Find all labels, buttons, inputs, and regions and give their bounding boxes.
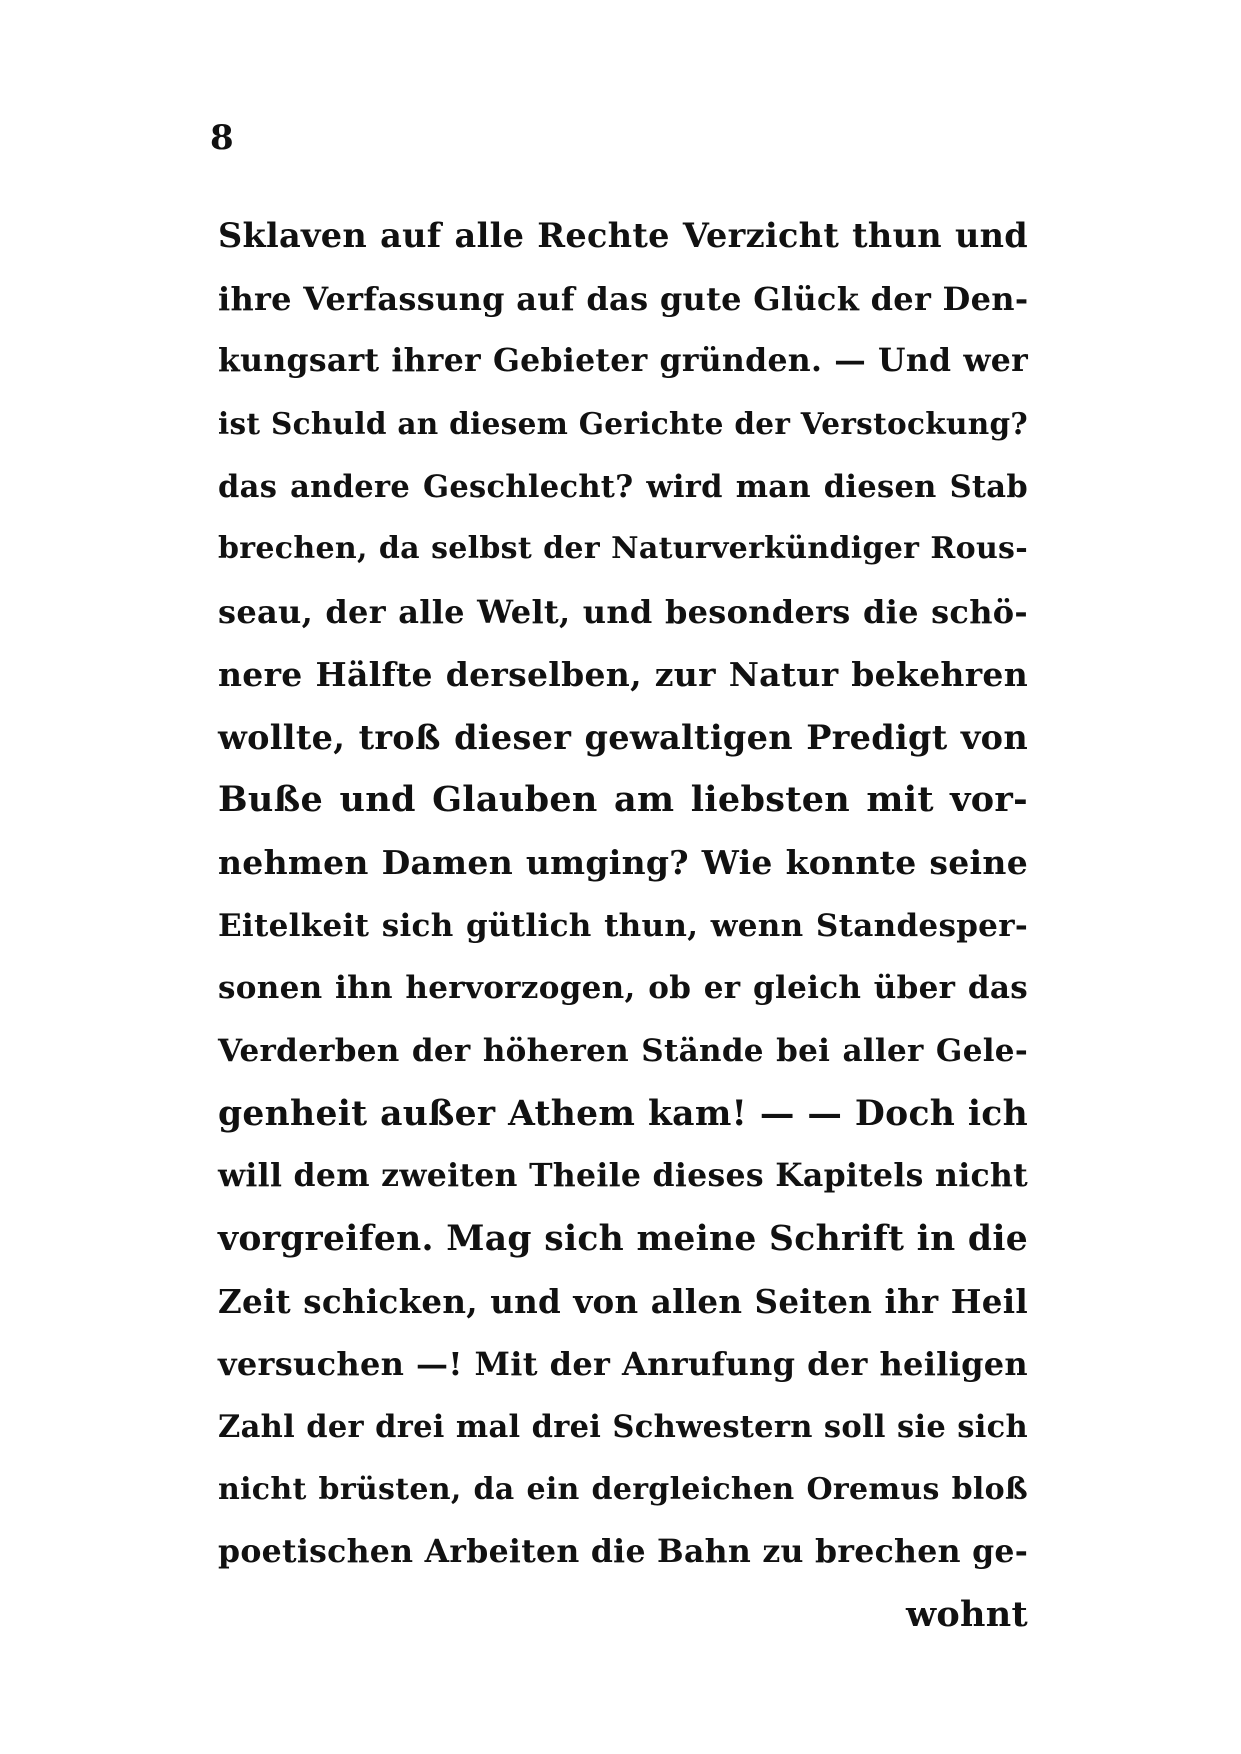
text-line: Eitelkeit sich gütlich thun, wenn Standesper- <box>218 907 1028 944</box>
text-line: ihre Verfassung auf das gute Glück der Den- <box>218 279 1029 318</box>
text-line: Verderben der höheren Stände bei aller Gele- <box>218 1032 1028 1069</box>
catchword: wohnt <box>905 1594 1028 1636</box>
text-line: seau, der alle Welt, und besonders die schö- <box>218 593 1028 632</box>
text-line: nere Hälfte derselben, zur Natur bekehren <box>218 654 1028 694</box>
text-line: Buße und Glauben am liebsten mit vor- <box>218 779 1028 821</box>
text-line: poetischen Arbeiten die Bahn zu brechen ge- <box>218 1533 1029 1571</box>
body-text <box>218 205 1028 1647</box>
text-line: nicht brüsten, da ein dergleichen Oremus bloß <box>218 1471 1028 1507</box>
text-line: versuchen —! Mit der Anrufung der heiligen <box>218 1345 1028 1384</box>
text-line: will dem zweiten Theile dieses Kapitels nicht <box>218 1157 1028 1195</box>
text-line: kungsart ihrer Gebieter gründen. — Und wer <box>218 342 1028 380</box>
text-line: Zeit schicken, und von allen Seiten ihr Heil <box>218 1281 1028 1321</box>
text-line: ist Schuld an diesem Gerichte der Verstockung? <box>218 406 1028 442</box>
text-line: wollte, troß dieser gewaltigen Predigt von <box>218 717 1028 757</box>
text-line: sonen ihn hervorzogen, ob er gleich über das <box>218 970 1028 1007</box>
text-line: das andere Geschlecht? wird man diesen Stab <box>218 468 1028 505</box>
text-line: genheit außer Athem kam! — — Doch ich <box>218 1093 1028 1134</box>
text-line: Zahl der drei mal drei Schwestern soll sie sich <box>218 1409 1028 1446</box>
text-line: brechen, da selbst der Naturverkündiger Rous- <box>218 531 1028 567</box>
page-number: 8 <box>210 118 234 158</box>
text-line: Sklaven auf alle Rechte Verzicht thun und <box>218 216 1028 255</box>
text-line: vorgreifen. Mag sich meine Schrift in die <box>218 1219 1028 1259</box>
text-line: nehmen Damen umging? Wie konnte seine <box>218 842 1028 882</box>
